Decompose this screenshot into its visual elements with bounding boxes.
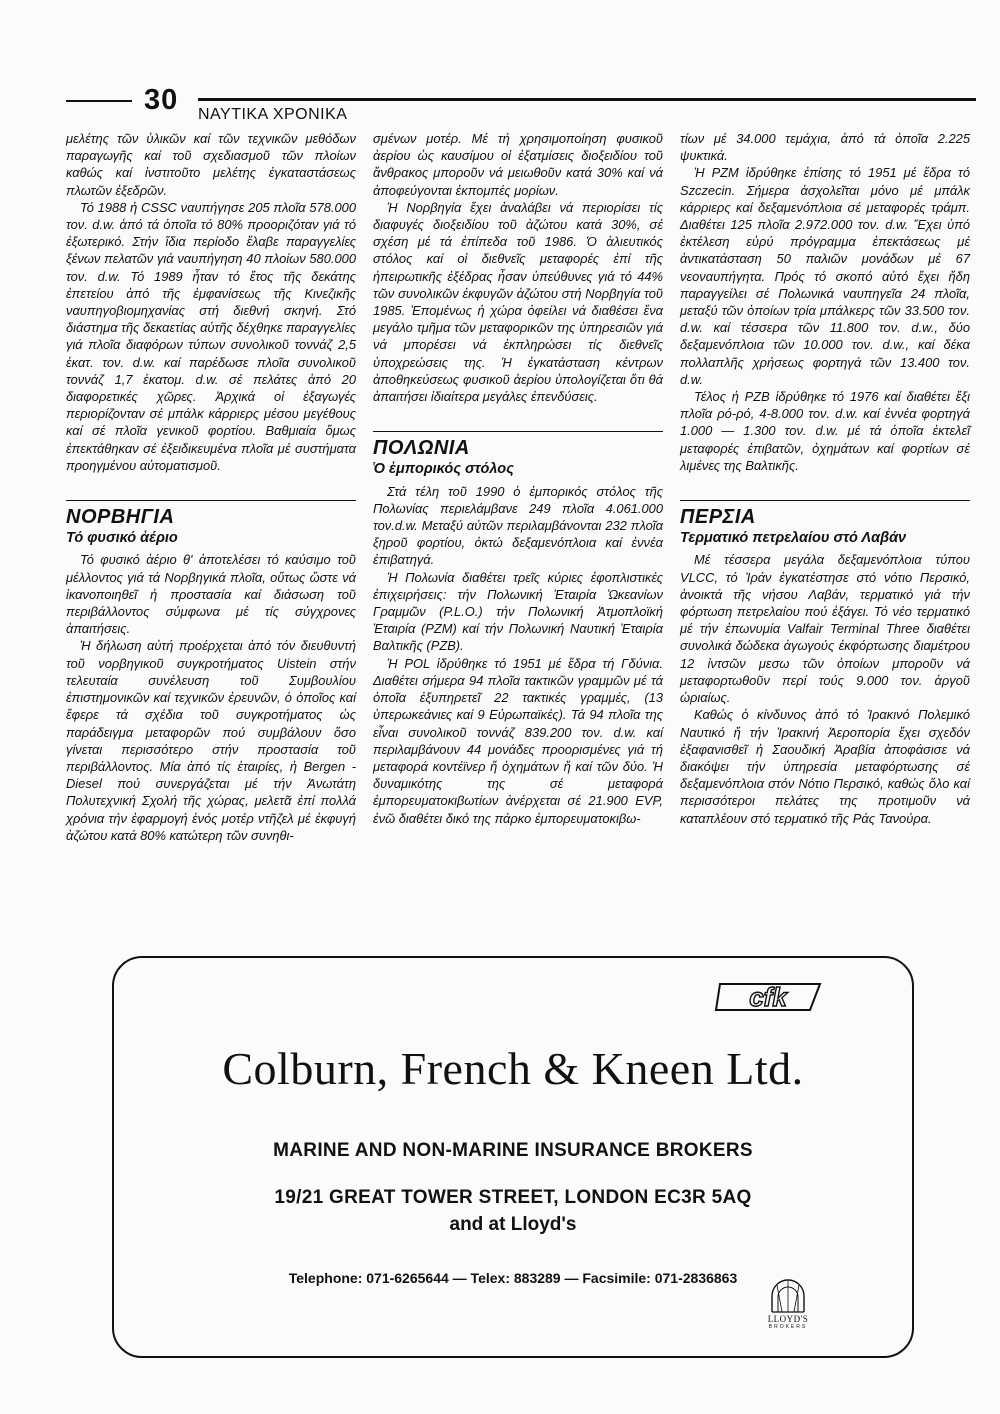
paragraph: μελέτης τῶν ὑλικῶν καί τῶν τεχνικῶν μεθόδων παραγωγῆς καί τοῦ σχεδιασμοῦ τῶν πλοίων καθώς καί ἰνστιτοῦτο μελέτης ἐγκαταστάσεως πλωτῶν ἐξεδρῶν. [66, 131, 356, 198]
section-rule [373, 431, 663, 432]
advertisement-box [112, 956, 914, 1358]
company-address: 19/21 GREAT TOWER STREET, LONDON EC3R 5AQ [274, 1187, 752, 1208]
header-rule-left [66, 100, 132, 102]
publication-title: ΝΑΥΤΙΚΑ ΧΡΟΝΙΚΑ [198, 106, 348, 123]
paragraph: Ἡ Πολωνία διαθέτει τρεῖς κύριες ἐφοπλιστικές ἐπιχειρήσεις: τήν Πολωνική Ἑταιρία Ὠκεανίων Γραμμῶν (P.L.O.) τήν Πολωνική Ἀτμοπλοϊκή Ἑταιρία (PZM) καί τήν Πολωνική Ναυτική Ἑταιρία Βαλτικῆς (PZB). [373, 569, 663, 654]
section-title-norway: ΝΟΡΒΗΓΙΑ [66, 506, 175, 529]
section-subtitle: Τό φυσικό ἀέριο [66, 530, 178, 547]
company-branch: and at Lloyd's [449, 1214, 577, 1235]
company-contact: Telephone: 071-6265644 — Telex: 883289 — Facsimile: 071-2836863 [288, 1270, 738, 1286]
company-logo-icon [714, 976, 826, 1018]
section-title-poland: ΠΟΛΩΝΙΑ [373, 437, 470, 460]
section-rule [66, 500, 356, 501]
paragraph: Τό 1988 ἡ CSSC ναυπήγησε 205 πλοῖα 578.000 τον. d.w. ἀπό τά ὁποῖα τό 80% προοριζόταν γιά τό ἐξωτερικό. Στήν ἴδια περίοδο ἔλαβε παραγγελίες ξένων πελατῶν γιά ναυπήγηση 40 πλοίων 580.000 τον. d.w. Τό 1989 ἦταν τό ἔτος τῆς δεκάτης ἐπετείου ἀπό τῆς ἐμφανίσεως τῆς Κινεζικῆς ναυπηγοβιομηχανίας στή διεθνή σκηνή. Στό διάστημα τῆς δεκαετίας αὐτῆς δέχθηκε παραγγελίες γιά πλοῖα διαφόρων τύπων συνολικοῦ τοννάζ 2,5 ἑκατ. τον. d.w. καί παρέδωσε πλοῖα συνολικοῦ τοννάζ 1,7 ἑκατομ. d.w. σέ πελάτες ἀπό 20 διαφορετικές χῶρες. Ἀρχικά οἱ ἐξαγωγές περιορίζονταν σέ μπάλκ κάρριερς μέσου μεγέθους καί σέ πλοῖα γενικοῦ φορτίου. Βαθμιαία ὅμως ἐπεκτάθηκαν σέ ἐξειδικευμένα πλοῖα μέ συστήματα προηγμένου αὐτοματισμοῦ. [66, 199, 356, 473]
paragraph: τίων μέ 34.000 τεμάχια, ἀπό τά ὁποῖα 2.225 ψυκτικά. [680, 131, 970, 164]
paragraph: Τό φυσικό ἀέριο θ' ἀποτελέσει τό καύσιμο τοῦ μέλλοντος γιά τά Νορβηγικά πλοῖα, οὕτως ὥστε νά ἱκανοποιηθεῖ ἡ προστασία καί διάσωση τοῦ περιβάλλοντος σύμφωνα μέ τίς σύγχρονες ἀπαιτήσεις. [66, 552, 356, 637]
column-1 [66, 130, 356, 844]
lloyds-arch-icon [768, 1278, 808, 1314]
paragraph: Ἡ PZM ἱδρύθηκε ἐπίσης τό 1951 μέ ἕδρα τό Szczecin. Σήμερα ἀσχολεῖται μόνο μέ μπάλκ κάρριερς καί δεξαμενόπλοια σέ μεταφορές τράμπ. Διαθέτει 125 πλοῖα 2.972.000 τον. d.w. Ἔχει ὑπό ἐκτέλεση εὐρύ πρόγραμμα ἐπεκτάσεως μέ ἀντικατάσταση 50 παλιῶν μονάδων μέ 67 νεοναυπήγητα. Πρός τό σκοπό αὐτό ἔχει ἤδη παραγγείλει σέ Πολωνικά ναυπηγεῖα 24 πλοῖα, μεταξύ τῶν ὁποίων τρία μπάλκερς τῶν 33.500 τον. d.w. καί τέσσερα τῶν 11.800 τον. d.w., δύο δεξαμενόπλοια τῶν 10.000 τον. d.w., καί δέκα πολλαπλῆς χρήσεως φορτηγά τῶν 13.400 τον. d.w. [680, 165, 970, 387]
lloyds-label: LLOYD'S [767, 1314, 809, 1324]
section-subtitle: Ὁ ἐμπορικός στόλος [373, 461, 514, 478]
paragraph: Στά τέλη τοῦ 1990 ὁ ἐμπορικός στόλος τῆς Πολωνίας περιελάμβανε 249 πλοῖα 4.061.000 τον.d.w. Μεταξύ αὐτῶν περιλαμβάνονται 232 πλοῖα ξηροῦ φορτίου, ὀκτώ δεξαμενόπλοια καί ἐννέα ἐπιβατηγά. [373, 483, 663, 568]
column-2 [373, 130, 663, 827]
page-header [66, 86, 976, 126]
paragraph: Ἡ POL ἱδρύθηκε τό 1951 μέ ἕδρα τή Γδύνια. Διαθέτει σήμερα 94 πλοῖα τακτικῶν γραμμῶν μέ τά ὁποῖα ἐξυπηρετεῖ 22 τακτικές γραμμές, (13 ὑπερωκεάνιες καί 9 Εὐρωπαϊκές). Τά 94 πλοῖα της εἶναι συνολικοῦ τοννάζ 839.200 τον. d.w. καί περιλαμβάνουν 44 μονάδες προορισμένες γιά τή μεταφορά κοντέϊνερ ἤ ὀχημάτων ἤ καί τῶν δύο. Ἡ δυναμικότης της σέ μεταφορά ἐμπορευματοκιβωτίων ἀνέρχεται σέ 21.900 EVP, ἐνῶ διαθέτει δικό της πάρκο ἐμπορευματοκιβω- [373, 655, 663, 826]
paragraph: Μέ τέσσερα μεγάλα δεξαμενόπλοια τύπου VLCC, τό Ἰράν ἐγκατέστησε στό νότιο Περσικό, ἀνοικτά τῆς νήσου Λαβάν, τερματικό γιά τήν φόρτωση πετρελαίου πού ἐξάγει. Τό νέο τερματικό μέ τήν ἐπωνυμία Valfair Terminal Three διαθέτει συνολικά δώδεκα ἀγωγούς ἐκφόρτωσης διαμέτρου 12 ἰντσῶν μεσω τῶν ὁποίων μποροῦν νά μεταφορτωθοῦν περί τούς 9.000 τον. ἀργοῦ ὡριαίως. [680, 552, 970, 706]
column-3 [680, 130, 970, 827]
paragraph: σμένων μοτέρ. Μέ τή χρησιμοποίηση φυσικοῦ ἀερίου ὡς καυσίμου οἱ ἐξατμίσεις διοξειδίου τοῦ ἄνθρακος μποροῦν νά μειωθοῦν κατά 30% καί νά ἀποφεύγονται ἐκπομπές μορίων. [373, 131, 663, 198]
section-subtitle: Τερματικό πετρελαίου στό Λαβάν [680, 530, 907, 547]
paragraph: Τέλος ἡ PZB ἱδρύθηκε τό 1976 καί διαθέτει ἕξι πλοῖα ρό-ρό, 4-8.000 τον. d.w. καί ἐννέα φορτηγά 1.000 — 1.300 τον. d.w. μέ τά ὁποῖα ἐκτελεῖ μεταφορές ἐπιβατῶν, ὀχημάτων καί φορτίων σέ λιμένες της Βαλτικῆς. [680, 389, 970, 473]
paragraph: Καθώς ὁ κίνδυνος ἀπό τό Ἰρακινό Πολεμικό Ναυτικό ἤ τήν Ἰρακινή Ἀεροπορία ἔχει σχεδόν ἐξαφανισθεῖ ἡ Σαουδική Ἀραβία ἀποφάσισε νά διακόψει τήν ὑπηρεσία μεταφόρτωσης σέ δεξαμενόπλοια στόν Νότιο Περσικό, καθώς ὅλο καί περισσότεροι πελάτες της προτιμοῦν νά καταπλέουν στό τερματικό τῆς Ράς Τανούρα. [680, 707, 970, 826]
company-tagline: MARINE AND NON-MARINE INSURANCE BROKERS [273, 1140, 753, 1161]
section-rule [680, 500, 970, 501]
lloyds-brokers-emblem [758, 1278, 818, 1342]
paragraph: Ἡ Νορβηγία ἔχει ἀναλάβει νά περιορίσει τίς διαφυγές διοξειδίου τοῦ ἀζώτου κατά 30%, σέ σχέση μέ τά ἐπίπεδα τοῦ 1986. Ὁ ἁλιευτικός στόλος καί οἱ διεθνεῖς μεταφορές ἐπί τῆς ἠπειρωτικῆς ἐξέδρας ἦσαν ὑπεύθυνες γιά τό 44% τῶν συνολικῶν ἐκφυγῶν ἀζώτου στή Νορβηγία τοῦ 1985. Ἑπομένως ἡ χώρα ὀφείλει νά διαθέσει ἕνα μεγάλο τμῆμα τῶν μεταφορικῶν της ὑπηρεσιῶν γιά νά μπορέσει νά ἐκπληρώσει τίς διεθνεῖς ὑποχρεώσεις της. Ἡ ἐγκατάσταση κέντρων ἀποθηκεύσεως φυσικοῦ ἀερίου ὑπολογίζεται ὅτι θά ἀπαιτήσει ἰδιαίτερα μεγάλες ἐπενδύσεις. [373, 199, 663, 405]
page-number: 30 [144, 84, 179, 116]
section-title-persia: ΠΕΡΣΙΑ [680, 506, 756, 529]
logo-text: cfk [749, 982, 787, 1012]
company-name: Colburn, French & Kneen Ltd. [222, 1043, 804, 1094]
header-rule-right [198, 98, 976, 101]
lloyds-sublabel: BROKERS [768, 1324, 808, 1330]
paragraph: Ἡ δήλωση αὐτή προέρχεται ἀπό τόν διευθυντή τοῦ νορβηγικοῦ συγκροτήματος Uistein στήν τελευταία συνέλευση τοῦ Συμβουλίου ἐπιστημονικῶν καί τεχνικῶν ἐρευνῶν, ὁ ὁποῖος καί ἔφερε τά σχέδια τοῦ συγκροτήματος ὡς παράδειγμα μεταφορῶν πού συμβάλουν ὅσο γίνεται περισσότερο στήν προστασία τοῦ περιβάλλοντος. Μία ἀπό τίς ἑταιρίες, ἡ Bergen - Diesel πού συνεργάζεται μέ τήν Ἀνωτάτη Πολυτεχνική Σχολή τῆς χώρας, μελετᾶ ἐπί πολλά χρόνια τήν ἐφαρμογή ἑνός μοτέρ ντῆζελ μέ ἐκφυγή ἀζώτου κατά 80% κατώτερη τῶν συνηθι- [66, 638, 356, 843]
